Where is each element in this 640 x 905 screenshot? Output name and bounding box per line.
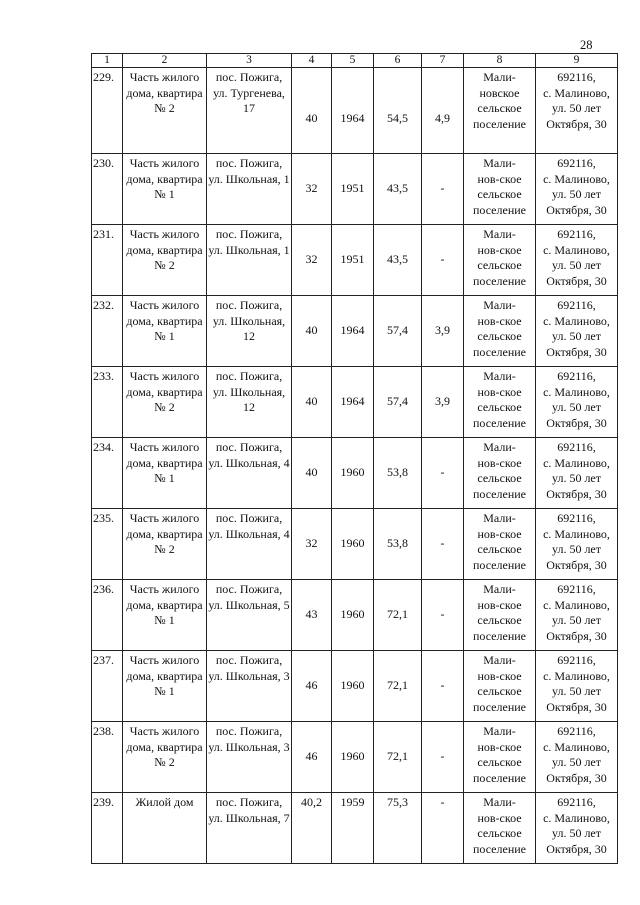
settlement-name-line: сельское bbox=[477, 826, 522, 840]
area-value: 72,1 bbox=[374, 651, 422, 722]
object-address bbox=[207, 438, 292, 509]
object-name-line: № 2 bbox=[154, 755, 175, 769]
col7-value: - bbox=[422, 651, 464, 722]
postal-address-line: Октября, 30 bbox=[546, 699, 607, 714]
year-built: 1960 bbox=[332, 509, 374, 580]
row-number: 237. bbox=[92, 651, 123, 722]
column-number: 5 bbox=[332, 54, 374, 68]
object-name bbox=[123, 793, 207, 864]
postal-address-line: Октября, 30 bbox=[546, 841, 607, 856]
settlement-name-line: поселение bbox=[472, 628, 526, 643]
object-address bbox=[207, 793, 292, 864]
column-number: 7 bbox=[422, 54, 464, 68]
table-row bbox=[92, 580, 618, 651]
postal-address-line: 692116, bbox=[557, 369, 596, 383]
col4-value: 46 bbox=[292, 651, 332, 722]
settlement-name-line: сельское bbox=[477, 258, 522, 272]
object-name-line: Часть жилого bbox=[129, 369, 200, 383]
object-name-line: № 1 bbox=[154, 471, 175, 485]
object-address-line: ул. Школьная, 3 bbox=[208, 739, 290, 754]
object-address bbox=[207, 509, 292, 580]
page-number: 28 bbox=[580, 38, 593, 52]
settlement-name-line: сельское bbox=[477, 684, 522, 698]
object-name bbox=[123, 296, 207, 367]
postal-address-line: Октября, 30 bbox=[546, 557, 607, 572]
settlement-name-line: поселение bbox=[472, 202, 526, 217]
area-value: 72,1 bbox=[374, 580, 422, 651]
settlement-name-line: Мали- bbox=[483, 582, 516, 596]
postal-address-line: 692116, bbox=[557, 724, 596, 738]
settlement-name bbox=[464, 509, 536, 580]
object-address-line: пос. Пожига, bbox=[215, 724, 283, 738]
table-row bbox=[92, 438, 618, 509]
settlement-name-line: Мали- bbox=[483, 227, 516, 241]
col4-value: 40 bbox=[292, 438, 332, 509]
postal-address-line: ул. 50 лет bbox=[551, 329, 602, 343]
object-name-line: дома, квартира bbox=[126, 668, 203, 683]
postal-address-line: Октября, 30 bbox=[546, 116, 607, 131]
object-address bbox=[207, 68, 292, 154]
postal-address-line: с. Малиново, bbox=[543, 810, 610, 825]
object-name-line: № 2 bbox=[154, 258, 175, 272]
settlement-name-line: поселение bbox=[472, 841, 526, 856]
row-number: 236. bbox=[92, 580, 123, 651]
settlement-name bbox=[464, 793, 536, 864]
year-built: 1964 bbox=[332, 296, 374, 367]
object-address-line: пос. Пожига, bbox=[215, 582, 283, 596]
area-value: 57,4 bbox=[374, 296, 422, 367]
settlement-name-line: поселение bbox=[472, 486, 526, 501]
postal-address-line: с. Малиново, bbox=[543, 597, 610, 612]
table-row bbox=[92, 793, 618, 864]
postal-address bbox=[536, 651, 618, 722]
postal-address-line: ул. 50 лет bbox=[551, 258, 602, 272]
postal-address-line: Октября, 30 bbox=[546, 344, 607, 359]
settlement-name bbox=[464, 68, 536, 154]
col7-value: 3,9 bbox=[422, 296, 464, 367]
object-name-line: дома, квартира bbox=[126, 597, 203, 612]
area-value: 57,4 bbox=[374, 367, 422, 438]
object-name-line: Часть жилого bbox=[129, 440, 200, 454]
settlement-name-line: поселение bbox=[472, 415, 526, 430]
settlement-name-line: сельское bbox=[477, 542, 522, 556]
postal-address-line: 692116, bbox=[557, 795, 596, 809]
postal-address-line: Октября, 30 bbox=[546, 628, 607, 643]
table-row bbox=[92, 154, 618, 225]
postal-address-line: 692116, bbox=[557, 227, 596, 241]
row-number: 230. bbox=[92, 154, 123, 225]
object-name-line: № 2 bbox=[154, 542, 175, 556]
object-address-line: ул. Школьная, 5 bbox=[208, 597, 290, 612]
object-name-line: № 1 bbox=[154, 329, 175, 343]
object-address-line: 12 bbox=[243, 329, 255, 343]
col4-value: 40 bbox=[292, 68, 332, 154]
settlement-name bbox=[464, 722, 536, 793]
settlement-name-line: поселение bbox=[472, 344, 526, 359]
postal-address-line: ул. 50 лет bbox=[551, 471, 602, 485]
col7-value: 4,9 bbox=[422, 68, 464, 154]
table-row bbox=[92, 509, 618, 580]
row-number: 234. bbox=[92, 438, 123, 509]
year-built: 1951 bbox=[332, 154, 374, 225]
object-address-line: пос. Пожига, bbox=[215, 795, 283, 809]
postal-address-line: с. Малиново, bbox=[543, 455, 610, 470]
settlement-name-line: поселение bbox=[472, 770, 526, 785]
object-address bbox=[207, 651, 292, 722]
settlement-name-line: Мали- bbox=[483, 156, 516, 170]
col4-value: 32 bbox=[292, 509, 332, 580]
settlement-name-line: новское bbox=[479, 85, 520, 100]
settlement-name-line: нов-ское bbox=[477, 171, 522, 186]
object-name-line: Часть жилого bbox=[129, 227, 200, 241]
object-address-line: ул. Школьная, bbox=[212, 313, 286, 328]
row-number: 239. bbox=[92, 793, 123, 864]
postal-address-line: с. Малиново, bbox=[543, 739, 610, 754]
postal-address-line: Октября, 30 bbox=[546, 415, 607, 430]
object-name bbox=[123, 651, 207, 722]
row-number: 229. bbox=[92, 68, 123, 154]
postal-address bbox=[536, 154, 618, 225]
settlement-name bbox=[464, 296, 536, 367]
object-address-line: ул. Школьная, bbox=[212, 384, 286, 399]
column-number: 3 bbox=[207, 54, 292, 68]
object-address bbox=[207, 154, 292, 225]
settlement-name-line: Мали- bbox=[483, 298, 516, 312]
postal-address-line: с. Малиново, bbox=[543, 85, 610, 100]
object-name-line: Часть жилого bbox=[129, 156, 200, 170]
object-name-line: № 1 bbox=[154, 684, 175, 698]
object-address bbox=[207, 580, 292, 651]
object-name-line: Часть жилого bbox=[129, 582, 200, 596]
settlement-name bbox=[464, 651, 536, 722]
object-address-line: ул. Школьная, 4 bbox=[208, 455, 290, 470]
object-address-line: пос. Пожига, bbox=[215, 440, 283, 454]
object-name-line: дома, квартира bbox=[126, 242, 203, 257]
col4-value: 32 bbox=[292, 154, 332, 225]
col7-value: - bbox=[422, 438, 464, 509]
postal-address-line: с. Малиново, bbox=[543, 171, 610, 186]
column-number-row bbox=[92, 54, 618, 68]
object-name-line: дома, квартира bbox=[126, 313, 203, 328]
year-built: 1964 bbox=[332, 68, 374, 154]
settlement-name bbox=[464, 225, 536, 296]
object-name-line: Часть жилого bbox=[129, 70, 200, 84]
postal-address-line: ул. 50 лет bbox=[551, 826, 602, 840]
row-number: 231. bbox=[92, 225, 123, 296]
postal-address-line: ул. 50 лет bbox=[551, 400, 602, 414]
object-address-line: ул. Школьная, 4 bbox=[208, 526, 290, 541]
col7-value: - bbox=[422, 722, 464, 793]
settlement-name bbox=[464, 367, 536, 438]
settlement-name-line: нов-ское bbox=[477, 242, 522, 257]
object-name bbox=[123, 154, 207, 225]
settlement-name-line: сельское bbox=[477, 101, 522, 115]
object-name bbox=[123, 68, 207, 154]
table-row bbox=[92, 296, 618, 367]
object-name-line: дома, квартира bbox=[126, 171, 203, 186]
object-name-line: дома, квартира bbox=[126, 85, 203, 100]
object-name-line: Часть жилого bbox=[129, 653, 200, 667]
settlement-name-line: нов-ское bbox=[477, 313, 522, 328]
object-name bbox=[123, 438, 207, 509]
object-name-line: Часть жилого bbox=[129, 298, 200, 312]
settlement-name-line: сельское bbox=[477, 400, 522, 414]
area-value: 43,5 bbox=[374, 225, 422, 296]
postal-address bbox=[536, 793, 618, 864]
col4-value: 43 bbox=[292, 580, 332, 651]
postal-address-line: Октября, 30 bbox=[546, 770, 607, 785]
postal-address-line: ул. 50 лет bbox=[551, 187, 602, 201]
table-row bbox=[92, 68, 618, 154]
year-built: 1960 bbox=[332, 580, 374, 651]
postal-address-line: 692116, bbox=[557, 70, 596, 84]
settlement-name-line: Мали- bbox=[483, 724, 516, 738]
postal-address-line: с. Малиново, bbox=[543, 313, 610, 328]
col7-value: - bbox=[422, 793, 464, 864]
year-built: 1960 bbox=[332, 722, 374, 793]
postal-address bbox=[536, 225, 618, 296]
postal-address-line: 692116, bbox=[557, 298, 596, 312]
postal-address bbox=[536, 296, 618, 367]
object-name-line: дома, квартира bbox=[126, 455, 203, 470]
postal-address-line: с. Малиново, bbox=[543, 384, 610, 399]
year-built: 1960 bbox=[332, 438, 374, 509]
settlement-name-line: сельское bbox=[477, 329, 522, 343]
col7-value: 3,9 bbox=[422, 367, 464, 438]
area-value: 53,8 bbox=[374, 438, 422, 509]
postal-address-line: с. Малиново, bbox=[543, 242, 610, 257]
settlement-name-line: нов-ское bbox=[477, 455, 522, 470]
postal-address-line: ул. 50 лет bbox=[551, 755, 602, 769]
postal-address bbox=[536, 438, 618, 509]
postal-address-line: с. Малиново, bbox=[543, 526, 610, 541]
column-number: 9 bbox=[536, 54, 618, 68]
settlement-name-line: сельское bbox=[477, 187, 522, 201]
object-name-line: Часть жилого bbox=[129, 511, 200, 525]
column-number: 1 bbox=[92, 54, 123, 68]
object-address-line: пос. Пожига, bbox=[215, 156, 283, 170]
settlement-name-line: Мали- bbox=[483, 369, 516, 383]
object-address-line: ул. Тургенева, bbox=[213, 85, 285, 100]
settlement-name-line: Мали- bbox=[483, 653, 516, 667]
object-name-line: № 1 bbox=[154, 187, 175, 201]
area-value: 53,8 bbox=[374, 509, 422, 580]
table-body bbox=[92, 54, 618, 864]
postal-address bbox=[536, 367, 618, 438]
object-name bbox=[123, 367, 207, 438]
postal-address-line: 692116, bbox=[557, 156, 596, 170]
settlement-name-line: поселение bbox=[472, 273, 526, 288]
column-number: 2 bbox=[123, 54, 207, 68]
col7-value: - bbox=[422, 225, 464, 296]
postal-address-line: ул. 50 лет bbox=[551, 613, 602, 627]
object-name-line: Часть жилого bbox=[129, 724, 200, 738]
object-address bbox=[207, 367, 292, 438]
settlement-name-line: поселение bbox=[472, 557, 526, 572]
object-name bbox=[123, 509, 207, 580]
col4-value: 40 bbox=[292, 367, 332, 438]
settlement-name-line: Мали- bbox=[483, 440, 516, 454]
object-address-line: 17 bbox=[243, 101, 255, 115]
object-address-line: ул. Школьная, 1 bbox=[208, 242, 290, 257]
settlement-name-line: нов-ское bbox=[477, 810, 522, 825]
property-table bbox=[91, 53, 618, 864]
year-built: 1960 bbox=[332, 651, 374, 722]
object-name-line: Жилой дом bbox=[135, 795, 194, 809]
col7-value: - bbox=[422, 509, 464, 580]
object-address-line: ул. Школьная, 1 bbox=[208, 171, 290, 186]
area-value: 75,3 bbox=[374, 793, 422, 864]
settlement-name-line: сельское bbox=[477, 613, 522, 627]
column-number: 8 bbox=[464, 54, 536, 68]
settlement-name-line: поселение bbox=[472, 116, 526, 131]
settlement-name-line: Мали- bbox=[483, 511, 516, 525]
postal-address-line: Октября, 30 bbox=[546, 486, 607, 501]
object-address-line: пос. Пожига, bbox=[215, 298, 283, 312]
object-address-line: 12 bbox=[243, 400, 255, 414]
postal-address-line: с. Малиново, bbox=[543, 668, 610, 683]
object-address-line: ул. Школьная, 3 bbox=[208, 668, 290, 683]
column-number: 4 bbox=[292, 54, 332, 68]
settlement-name bbox=[464, 438, 536, 509]
area-value: 72,1 bbox=[374, 722, 422, 793]
postal-address-line: 692116, bbox=[557, 440, 596, 454]
object-address bbox=[207, 296, 292, 367]
settlement-name bbox=[464, 580, 536, 651]
col7-value: - bbox=[422, 580, 464, 651]
postal-address-line: ул. 50 лет bbox=[551, 101, 602, 115]
postal-address bbox=[536, 509, 618, 580]
row-number: 232. bbox=[92, 296, 123, 367]
column-number: 6 bbox=[374, 54, 422, 68]
settlement-name-line: сельское bbox=[477, 755, 522, 769]
object-name-line: дома, квартира bbox=[126, 384, 203, 399]
year-built: 1959 bbox=[332, 793, 374, 864]
postal-address-line: 692116, bbox=[557, 511, 596, 525]
settlement-name bbox=[464, 154, 536, 225]
settlement-name-line: нов-ское bbox=[477, 597, 522, 612]
postal-address-line: ул. 50 лет bbox=[551, 684, 602, 698]
settlement-name-line: Мали- bbox=[483, 70, 516, 84]
object-address-line: пос. Пожига, bbox=[215, 369, 283, 383]
table-row bbox=[92, 367, 618, 438]
col4-value: 40 bbox=[292, 296, 332, 367]
object-address-line: пос. Пожига, bbox=[215, 511, 283, 525]
object-name bbox=[123, 722, 207, 793]
object-address-line: ул. Школьная, 7 bbox=[208, 810, 290, 825]
object-address bbox=[207, 225, 292, 296]
postal-address bbox=[536, 68, 618, 154]
postal-address bbox=[536, 580, 618, 651]
settlement-name-line: нов-ское bbox=[477, 526, 522, 541]
settlement-name-line: нов-ское bbox=[477, 739, 522, 754]
postal-address-line: ул. 50 лет bbox=[551, 542, 602, 556]
settlement-name-line: сельское bbox=[477, 471, 522, 485]
table-row bbox=[92, 722, 618, 793]
object-name bbox=[123, 580, 207, 651]
table-row bbox=[92, 225, 618, 296]
settlement-name-line: поселение bbox=[472, 699, 526, 714]
object-address-line: пос. Пожига, bbox=[215, 653, 283, 667]
col4-value: 46 bbox=[292, 722, 332, 793]
object-address-line: пос. Пожига, bbox=[215, 70, 283, 84]
postal-address-line: Октября, 30 bbox=[546, 202, 607, 217]
object-name-line: № 2 bbox=[154, 400, 175, 414]
object-name bbox=[123, 225, 207, 296]
postal-address bbox=[536, 722, 618, 793]
col4-value: 40,2 bbox=[292, 793, 332, 864]
col4-value: 32 bbox=[292, 225, 332, 296]
postal-address-line: 692116, bbox=[557, 582, 596, 596]
settlement-name-line: Мали- bbox=[483, 795, 516, 809]
col7-value: - bbox=[422, 154, 464, 225]
table-row bbox=[92, 651, 618, 722]
area-value: 54,5 bbox=[374, 68, 422, 154]
postal-address-line: 692116, bbox=[557, 653, 596, 667]
object-address-line: пос. Пожига, bbox=[215, 227, 283, 241]
year-built: 1951 bbox=[332, 225, 374, 296]
object-name-line: дома, квартира bbox=[126, 739, 203, 754]
settlement-name-line: нов-ское bbox=[477, 384, 522, 399]
settlement-name-line: нов-ское bbox=[477, 668, 522, 683]
year-built: 1964 bbox=[332, 367, 374, 438]
object-name-line: № 2 bbox=[154, 101, 175, 115]
row-number: 235. bbox=[92, 509, 123, 580]
object-name-line: № 1 bbox=[154, 613, 175, 627]
object-address bbox=[207, 722, 292, 793]
row-number: 233. bbox=[92, 367, 123, 438]
area-value: 43,5 bbox=[374, 154, 422, 225]
object-name-line: дома, квартира bbox=[126, 526, 203, 541]
postal-address-line: Октября, 30 bbox=[546, 273, 607, 288]
row-number: 238. bbox=[92, 722, 123, 793]
